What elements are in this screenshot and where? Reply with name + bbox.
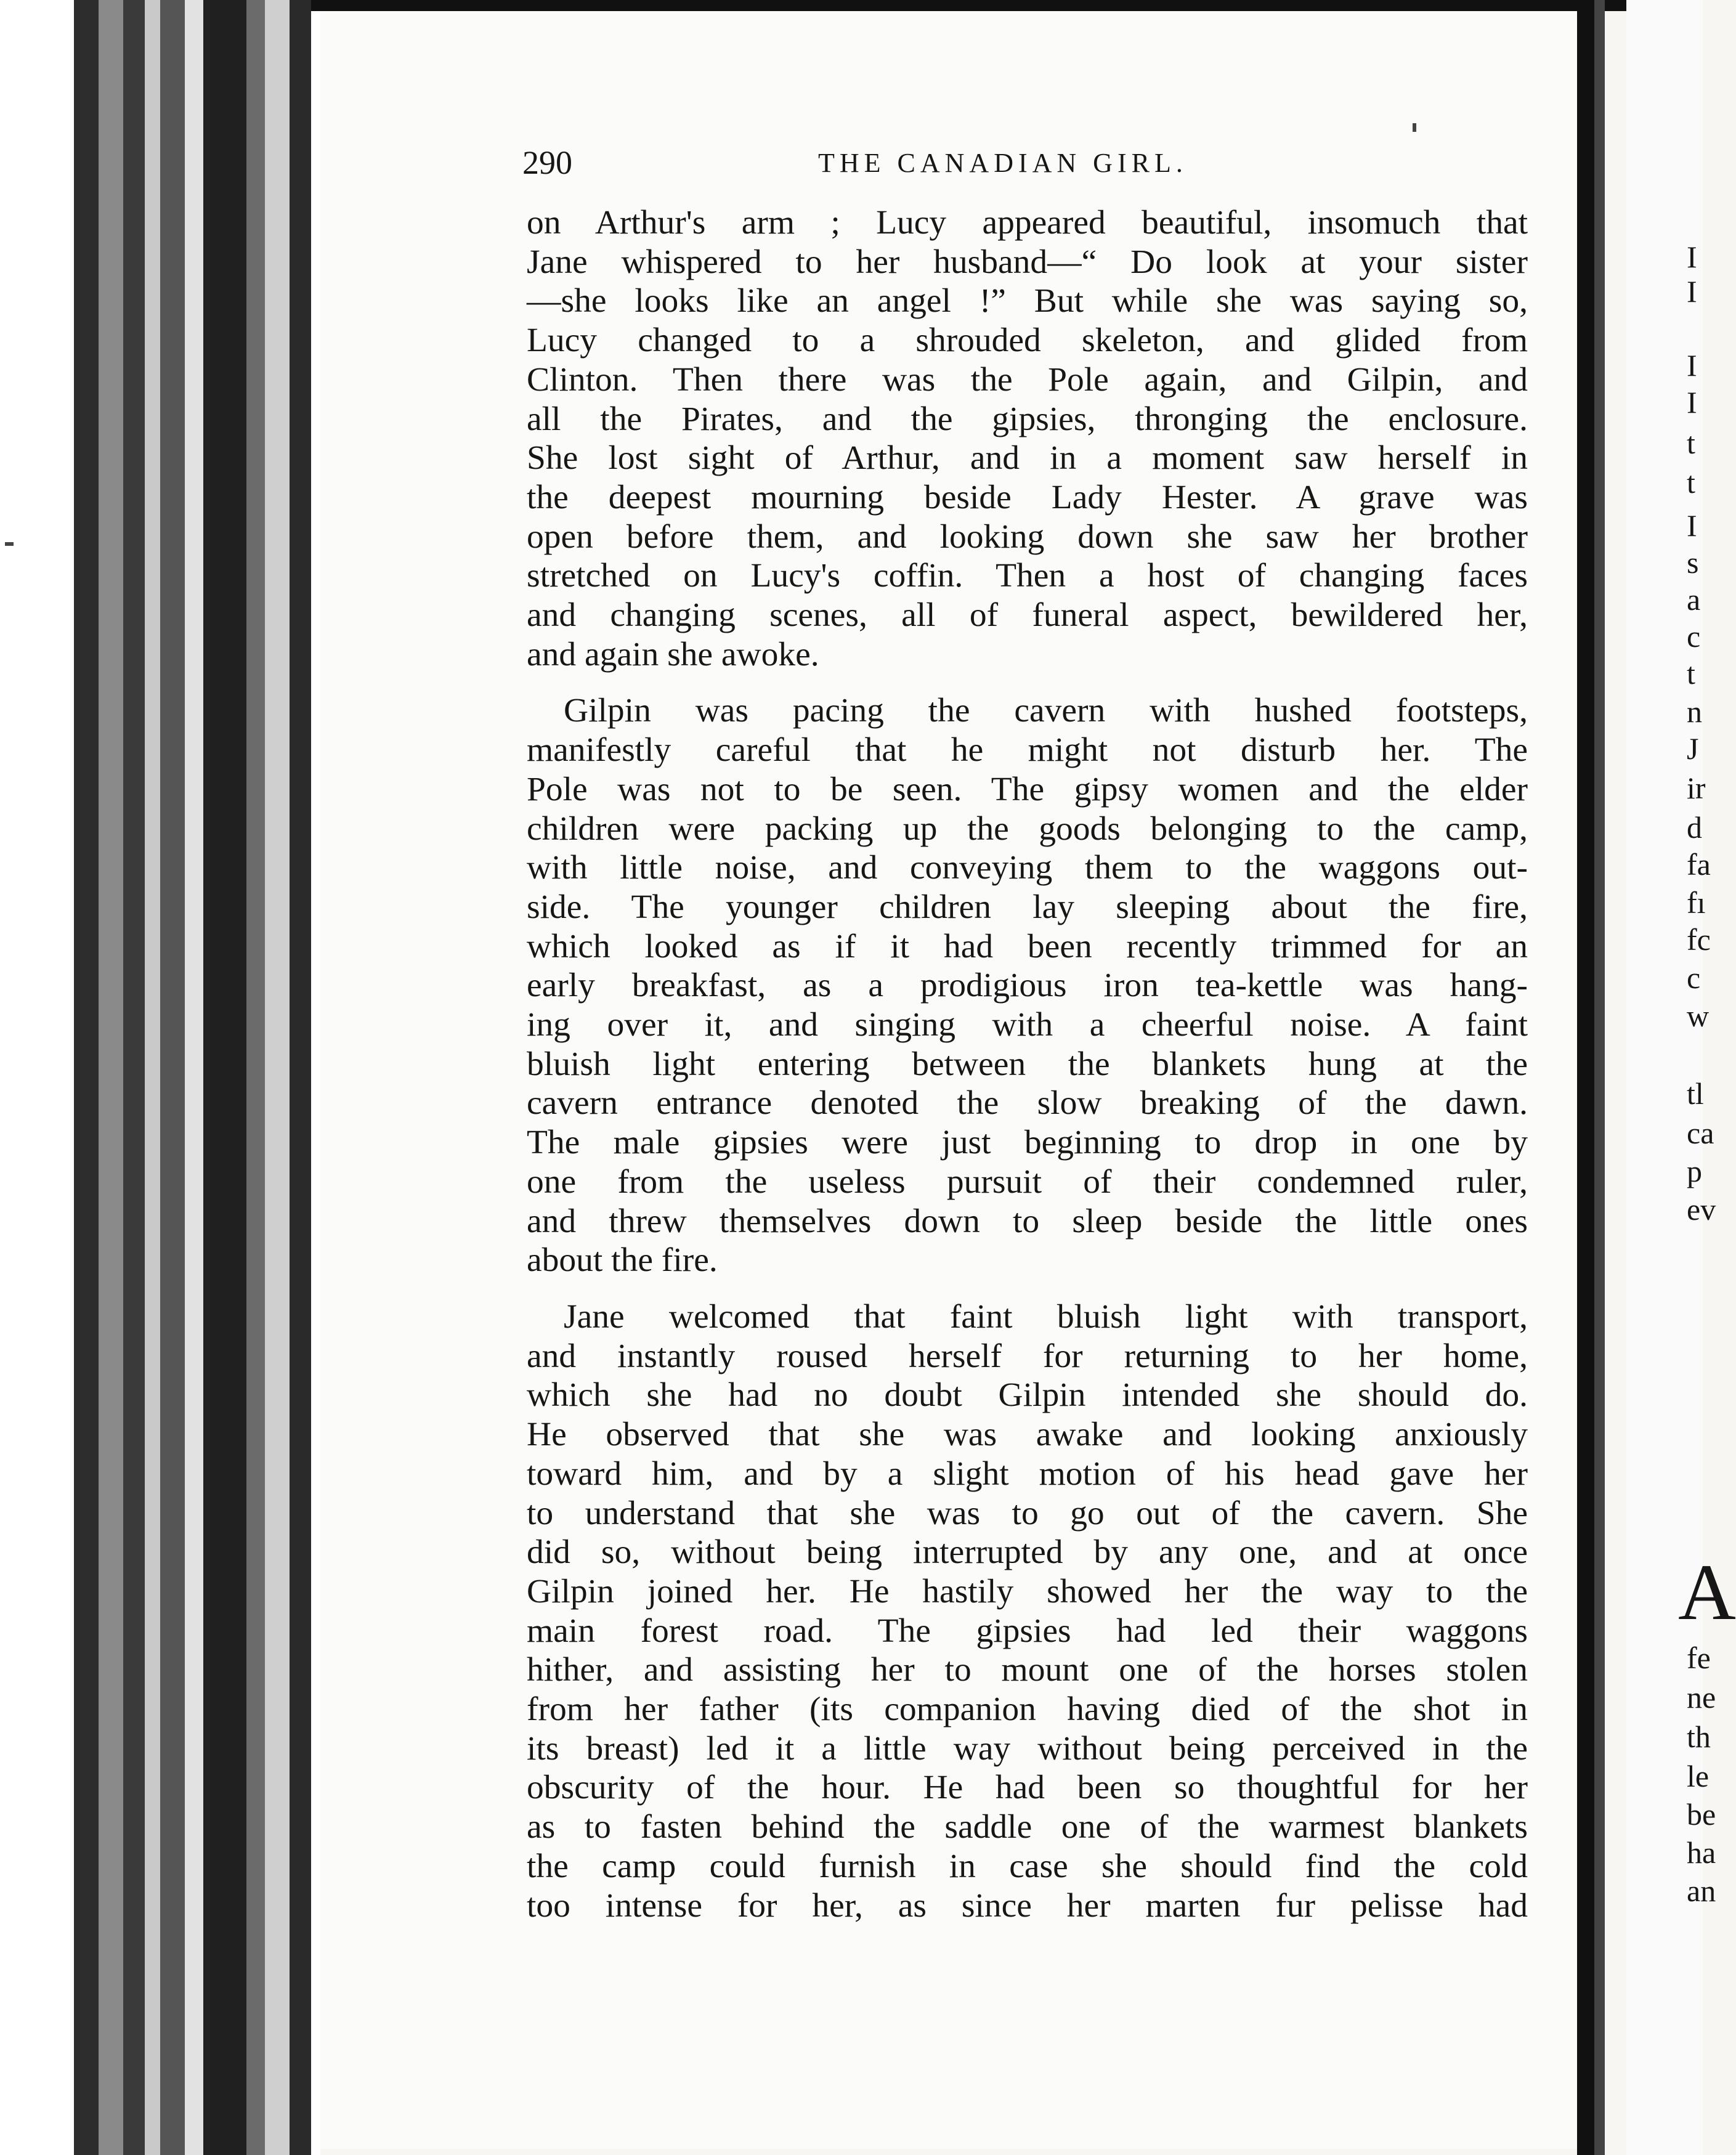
adjacent-fragment: w [1687,999,1710,1033]
text-line: manifestly careful that he might not disturb her. The [527,731,1528,769]
text-line: about the fire. [527,1241,718,1280]
adjacent-fragment: d [1687,810,1702,845]
text-line: which she had no doubt Gilpin intended she should do. [527,1376,1528,1414]
text-line: and again she awoke. [527,635,819,673]
page-number: 290 [522,144,572,181]
adjacent-fragment: I [1687,385,1697,420]
adjacent-fragment: th [1687,1719,1711,1754]
paragraph [527,203,1528,674]
adjacent-fragment: be [1687,1797,1716,1832]
text-line: the camp could furnish in case she should find the cold [527,1847,1528,1885]
adjacent-fragment: ne [1687,1680,1716,1715]
adjacent-fragment: J [1687,731,1699,766]
text-line: early breakfast, as a prodigious iron tea-kettle was hang- [527,967,1528,1005]
text-line: —she looks like an angel !” But while she was saying so, [527,282,1528,320]
text-line: Gilpin joined her. He hastily showed her the way to the [527,1572,1528,1610]
adjacent-fragment: a [1687,582,1701,617]
adjacent-fragment: ca [1687,1116,1714,1150]
adjacent-fragment: p [1687,1154,1702,1188]
text-line: and changing scenes, all of funeral aspect, bewildered her, [527,596,1528,635]
text-line: did so, without being interrupted by any one, and at once [527,1533,1528,1572]
adjacent-fragment: fa [1687,847,1711,882]
adjacent-fragment: t [1687,426,1695,460]
adjacent-page [1626,0,1736,2155]
text-line: obscurity of the hour. He had been so thoughtful for her [527,1769,1528,1807]
adjacent-fragment: tl [1687,1076,1704,1111]
adjacent-fragment: s [1687,545,1699,580]
text-line: and instantly roused herself for returning to her home, [527,1337,1528,1375]
adjacent-fragment: fe [1687,1641,1711,1675]
adjacent-fragment: I [1687,508,1697,543]
adjacent-fragment: ha [1687,1835,1716,1870]
scan-speck [1413,123,1416,132]
text-line: from her father (its companion having died of the shot in [527,1690,1528,1729]
adjacent-fragment: ir [1687,771,1706,805]
book-gutter [1577,0,1605,2155]
adjacent-fragment: I [1687,240,1697,274]
text-line: toward him, and by a slight motion of his head gave her [527,1455,1528,1493]
paragraph [527,1297,1528,1925]
text-line: on Arthur's arm ; Lucy appeared beautiful, insomuch that [527,204,1528,241]
text-line: all the Pirates, and the gipsies, thronging the enclosure. [527,400,1528,438]
text-line: the deepest mourning beside Lady Hester. A grave was [527,478,1528,516]
running-title: THE CANADIAN GIRL. [818,148,1188,178]
text-line: stretched on Lucy's coffin. Then a host of changing faces [527,557,1528,595]
adjacent-fragment: c [1687,619,1701,654]
adjacent-fragment: t [1687,656,1695,691]
text-line: Lucy changed to a shrouded skeleton, and glided from [527,322,1528,360]
text-line: open before them, and looking down she saw her brother [527,517,1528,556]
text-line: children were packing up the goods belonging to the camp, [527,810,1528,848]
adjacent-fragment: fc [1687,922,1711,957]
text-line: too intense for her, as since her marten fur pelisse had [527,1886,1528,1925]
adjacent-fragment: ev [1687,1192,1716,1227]
text-line: its breast) led it a little way without being perceived in the [527,1729,1528,1767]
text-line: to understand that she was to go out of the cavern. She [527,1494,1528,1532]
text-line: side. The younger children lay sleeping about the fire, [527,888,1528,926]
book-edge [0,0,320,2155]
adjacent-fragment: n [1687,694,1702,729]
text-line: one from the useless pursuit of their condemned ruler, [527,1163,1528,1201]
text-line: The male gipsies were just beginning to drop in one by [527,1124,1528,1162]
body-text [527,203,1528,1925]
text-line: cavern entrance denoted the slow breaking of the dawn. [527,1084,1528,1122]
text-line: Jane welcomed that faint bluish light with transport, [564,1297,1528,1336]
adjacent-fragment: le [1687,1759,1710,1793]
text-line: Gilpin was pacing the cavern with hushed footsteps, [564,692,1528,730]
text-line: and threw themselves down to sleep beside the little ones [527,1202,1528,1240]
paragraph [527,691,1528,1280]
adjacent-fragment: c [1687,960,1701,995]
text-line: Pole was not to be seen. The gipsy women and the elder [527,770,1528,808]
adjacent-fragment: t [1687,465,1695,500]
text-line: ing over it, and singing with a cheerful noise. A faint [527,1006,1528,1044]
adjacent-fragment: an [1687,1873,1716,1908]
text-line: main forest road. The gipsies had led their waggons [527,1612,1528,1650]
adjacent-fragment: I [1687,348,1697,383]
text-line: She lost sight of Arthur, and in a moment saw herself in [527,439,1528,477]
text-line: Clinton. Then there was the Pole again, and Gilpin, and [527,360,1528,399]
text-line: hither, and assisting her to mount one of the horses stolen [527,1651,1528,1689]
text-line: He observed that she was awake and looking anxiously [527,1416,1528,1454]
text-line: which looked as if it had been recently trimmed for an [527,927,1528,965]
text-line: with little noise, and conveying them to the waggons out- [527,849,1528,887]
adjacent-fragment: fı [1687,885,1706,920]
text-line: as to fasten behind the saddle one of the warmest blankets [527,1808,1528,1846]
running-header [522,144,1508,187]
scan-border [311,0,1703,11]
scan-speck [5,542,14,546]
adjacent-drop-cap: A [1678,1548,1736,1637]
text-line: bluish light entering between the blankets hung at the [527,1045,1528,1083]
adjacent-fragment: I [1687,274,1697,309]
text-line: Jane whispered to her husband—“ Do look at your sister [527,243,1528,281]
